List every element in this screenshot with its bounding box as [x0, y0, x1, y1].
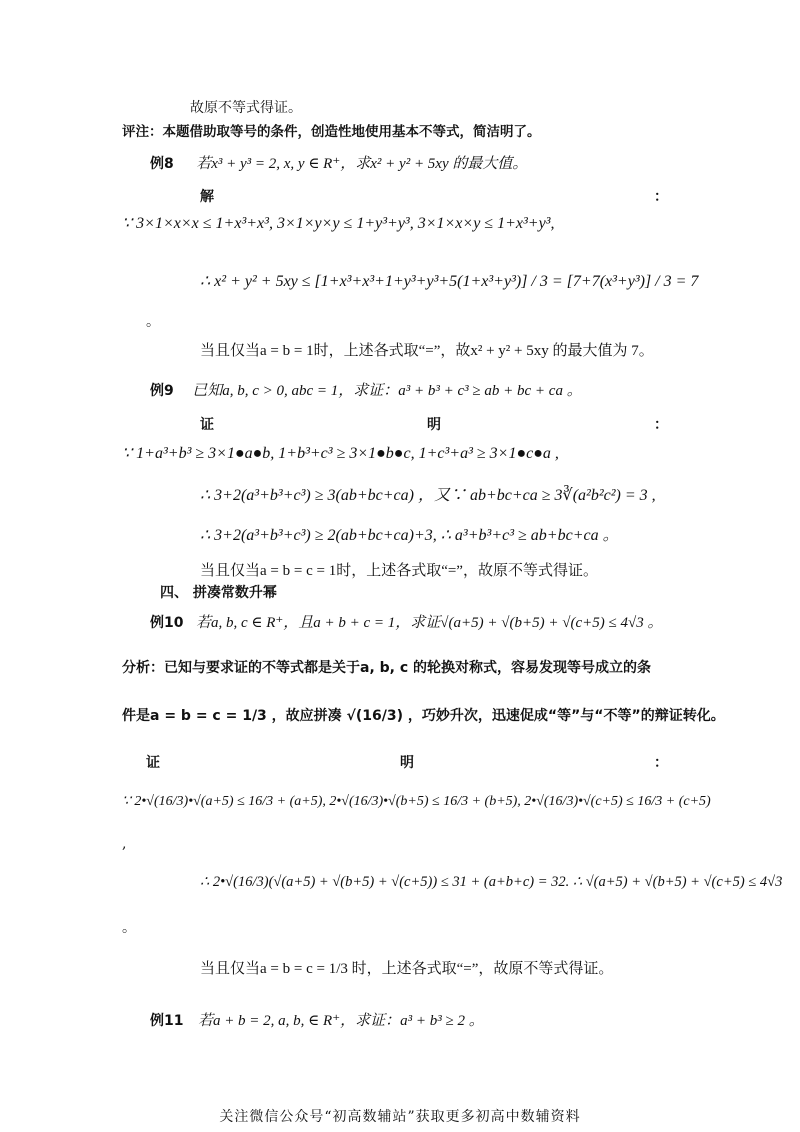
colon: ：: [654, 189, 668, 205]
page-footer: 关注微信公众号“初高数辅站”获取更多初高中数辅资料: [219, 1109, 581, 1125]
proof-label-2: 明: [427, 417, 441, 433]
colon: ：: [654, 755, 668, 771]
example-11: [150, 1012, 484, 1030]
comma-mark: ,: [122, 836, 127, 852]
example-10: [150, 614, 662, 632]
comment-line: 评注：本题借助取等号的条件，创造性地使用基本不等式，简洁明了。: [122, 124, 541, 140]
example-statement: 已知a, b, c > 0, abc = 1，求证：a³ + b³ + c³ ≥ ab + bc + ca 。: [192, 383, 582, 399]
proof-label-2: 明: [400, 755, 414, 771]
text-line: 当且仅当a = b = 1时，上述各式取“=”，故x² + y² + 5xy 的最大值为 7。: [200, 343, 654, 359]
proof-label-1: 证: [200, 417, 214, 433]
solution-label: 解: [200, 189, 214, 205]
example-statement: 若x³ + y³ = 2, x, y ∈ R⁺，求x² + y² + 5xy 的最大值。: [196, 156, 528, 172]
example-9: [150, 382, 582, 400]
math-line: ∴ 3+2(a³+b³+c³) ≥ 3(ab+bc+ca) ，又∵ ab+bc+ca ≥ 3∛(a²b²c²) = 3 ,: [200, 487, 656, 504]
section-heading: 四、 拼凑常数升幂: [160, 585, 277, 601]
math-line: ∵ 1+a³+b³ ≥ 3×1●a●b, 1+b³+c³ ≥ 3×1●b●c, 1+c³+a³ ≥ 3×1●c●a ,: [122, 445, 559, 462]
example-label: 例9: [150, 383, 174, 399]
solution-heading: [200, 186, 668, 206]
math-line: ∴ x² + y² + 5xy ≤ [1+x³+x³+1+y³+y³+5(1+x³+y³)] / 3 = [7+7(x³+y³)] / 3 = 7: [200, 273, 699, 290]
proof-label-1: 证: [146, 755, 160, 771]
example-label: 例11: [150, 1013, 184, 1029]
example-8: [150, 155, 527, 173]
analysis-line: 件是a = b = c = 1/3 ，故应拼凑 √(16/3) ，巧妙升次，迅速促成“等”与“不等”的辩证转化。: [122, 708, 725, 724]
math-line: ∴ 3+2(a³+b³+c³) ≥ 2(ab+bc+ca)+3, ∴ a³+b³+c³ ≥ ab+bc+ca 。: [200, 527, 619, 544]
math-line: ∵ 2•√(16/3)•√(a+5) ≤ 16/3 + (a+5), 2•√(16/3)•√(b+5) ≤ 16/3 + (b+5), 2•√(16/3)•√(c+5) ≤ 16/3 + (c+5): [122, 794, 711, 809]
analysis-line: 分析：已知与要求证的不等式都是关于a, b, c 的轮换对称式，容易发现等号成立的条: [122, 660, 652, 676]
period-mark: 。: [122, 920, 136, 936]
math-line: ∵ 3×1×x×x ≤ 1+x³+x³, 3×1×y×y ≤ 1+y³+y³, 3×1×x×y ≤ 1+x³+y³,: [122, 215, 555, 232]
period-mark: 。: [146, 314, 160, 330]
text-line: 当且仅当a = b = c = 1时，上述各式取“=”，故原不等式得证。: [200, 563, 598, 579]
proof-heading: [146, 752, 668, 772]
colon: ：: [654, 417, 668, 433]
example-label: 例10: [150, 615, 184, 631]
text-line: 故原不等式得证。: [190, 100, 302, 116]
example-label: 例8: [150, 156, 174, 172]
example-statement: 若a + b = 2, a, b, ∈ R⁺，求证：a³ + b³ ≥ 2 。: [197, 1013, 484, 1029]
math-line: ∴ 2•√(16/3)(√(a+5) + √(b+5) + √(c+5)) ≤ 31 + (a+b+c) = 32. ∴ √(a+5) + √(b+5) + √(c+5) ≤ 4√3: [200, 874, 783, 890]
proof-heading: [200, 414, 668, 434]
text-line: 当且仅当a = b = c = 1/3 时，上述各式取“=”，故原不等式得证。: [200, 961, 614, 977]
example-statement: 若a, b, c ∈ R⁺，且a + b + c = 1，求证√(a+5) + √(b+5) + √(c+5) ≤ 4√3 。: [195, 615, 663, 631]
